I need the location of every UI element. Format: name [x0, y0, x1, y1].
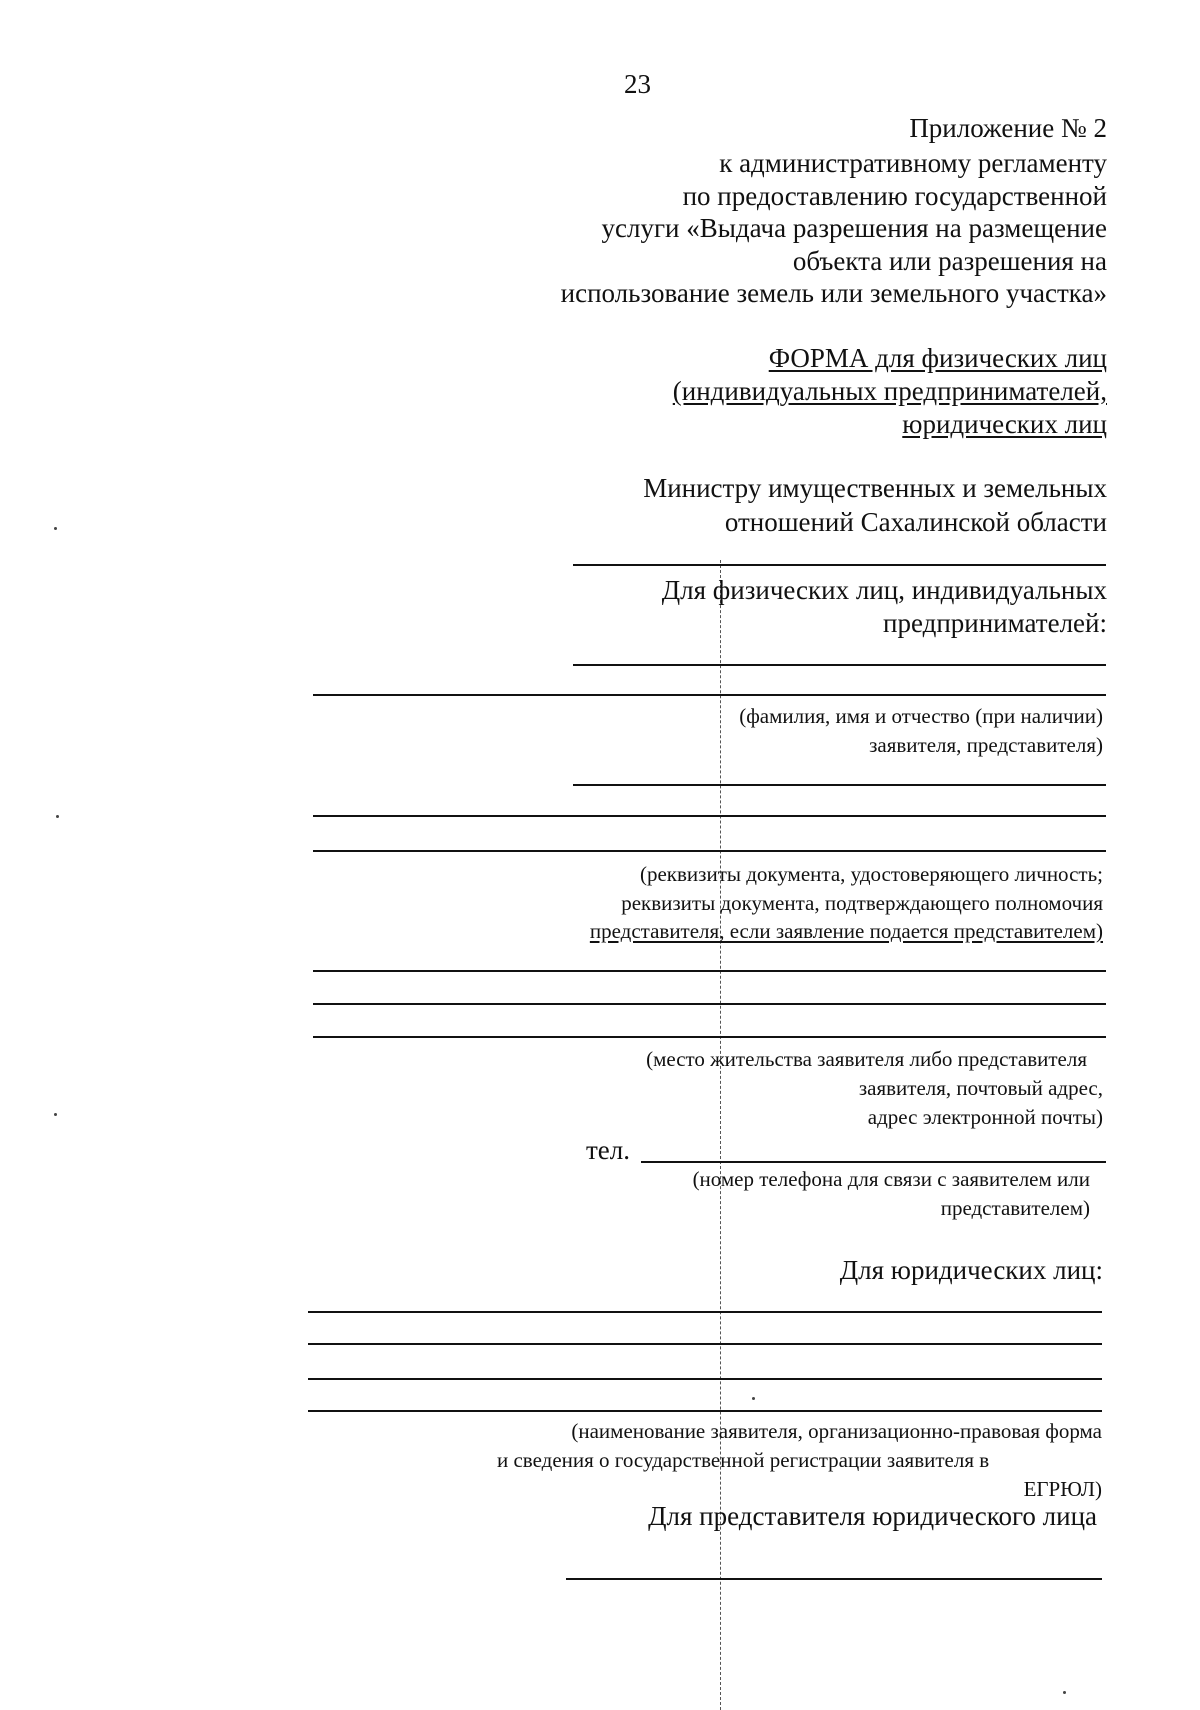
- legal-field-line-2[interactable]: [308, 1343, 1102, 1345]
- page-number: 23: [624, 69, 651, 99]
- document-caption-line-1: (реквизиты документа, удостоверяющего личность;: [639, 862, 1103, 886]
- name-field-line-2[interactable]: [313, 694, 1106, 696]
- appendix-line-1: Приложение № 2: [909, 113, 1107, 143]
- legal-representative-field[interactable]: [566, 1578, 1102, 1580]
- legal-caption-line-2: и сведения о государственной регистрации заявителя в: [497, 1448, 990, 1472]
- scan-speck: [1063, 1691, 1066, 1694]
- document-field-line-1[interactable]: [573, 784, 1106, 786]
- addressee-underline: [573, 564, 1106, 566]
- document-caption-line-2: реквизиты документа, подтверждающего полномочия: [621, 891, 1103, 915]
- phone-caption-line-2: представителем): [940, 1196, 1090, 1220]
- individuals-heading-line-1: Для физических лиц, индивидуальных: [661, 575, 1107, 605]
- appendix-line-2: к административному регламенту: [719, 148, 1107, 178]
- addressee-line-1: Министру имущественных и земельных: [643, 473, 1107, 503]
- scan-speck: [56, 815, 59, 818]
- individuals-heading-line-2: предпринимателей:: [883, 608, 1107, 638]
- document-caption-line-3: представителя, если заявление подается представителем): [589, 919, 1103, 943]
- phone-field[interactable]: [641, 1161, 1106, 1163]
- form-title-line-2: (индивидуальных предпринимателей,: [672, 376, 1107, 406]
- address-field-line-2[interactable]: [313, 1003, 1106, 1005]
- scan-speck: [54, 527, 57, 530]
- appendix-line-5: объекта или разрешения на: [792, 246, 1107, 276]
- phone-caption-line-1: (номер телефона для связи с заявителем или: [692, 1167, 1090, 1191]
- legal-entities-heading: Для юридических лиц:: [839, 1255, 1103, 1285]
- appendix-line-4: услуги «Выдача разрешения на размещение: [601, 213, 1107, 243]
- name-caption-line-1: (фамилия, имя и отчество (при наличии): [739, 704, 1103, 728]
- document-field-line-2[interactable]: [313, 815, 1106, 817]
- legal-caption-line-1: (наименование заявителя, организационно-правовая форма: [571, 1419, 1102, 1443]
- address-field-line-1[interactable]: [313, 970, 1106, 972]
- scan-speck: [54, 1113, 57, 1116]
- form-title-line-3: юридических лиц: [902, 409, 1107, 439]
- legal-field-line-4[interactable]: [308, 1410, 1102, 1412]
- address-caption-line-1: (место жительства заявителя либо представителя: [646, 1047, 1087, 1071]
- scan-speck: [752, 1397, 755, 1400]
- legal-field-line-3[interactable]: [308, 1378, 1102, 1380]
- legal-field-line-1[interactable]: [308, 1311, 1102, 1313]
- address-caption-line-2: заявителя, почтовый адрес,: [858, 1076, 1103, 1100]
- form-title-line-1: ФОРМА для физических лиц: [768, 343, 1107, 373]
- addressee-line-2: отношений Сахалинской области: [724, 507, 1107, 537]
- document-field-line-3[interactable]: [313, 850, 1106, 852]
- address-caption-line-3: адрес электронной почты): [867, 1105, 1103, 1129]
- phone-label: тел.: [586, 1135, 631, 1165]
- appendix-line-6: использование земель или земельного участка»: [560, 278, 1107, 308]
- address-field-line-3[interactable]: [313, 1036, 1106, 1038]
- appendix-line-3: по предоставлению государственной: [682, 181, 1107, 211]
- name-caption-line-2: заявителя, представителя): [869, 733, 1103, 757]
- scan-fold-line: [720, 560, 721, 1710]
- legal-caption-line-3: ЕГРЮЛ): [1023, 1477, 1102, 1501]
- name-field-line-1[interactable]: [573, 664, 1106, 666]
- legal-representative-heading: Для представителя юридического лица: [648, 1501, 1097, 1531]
